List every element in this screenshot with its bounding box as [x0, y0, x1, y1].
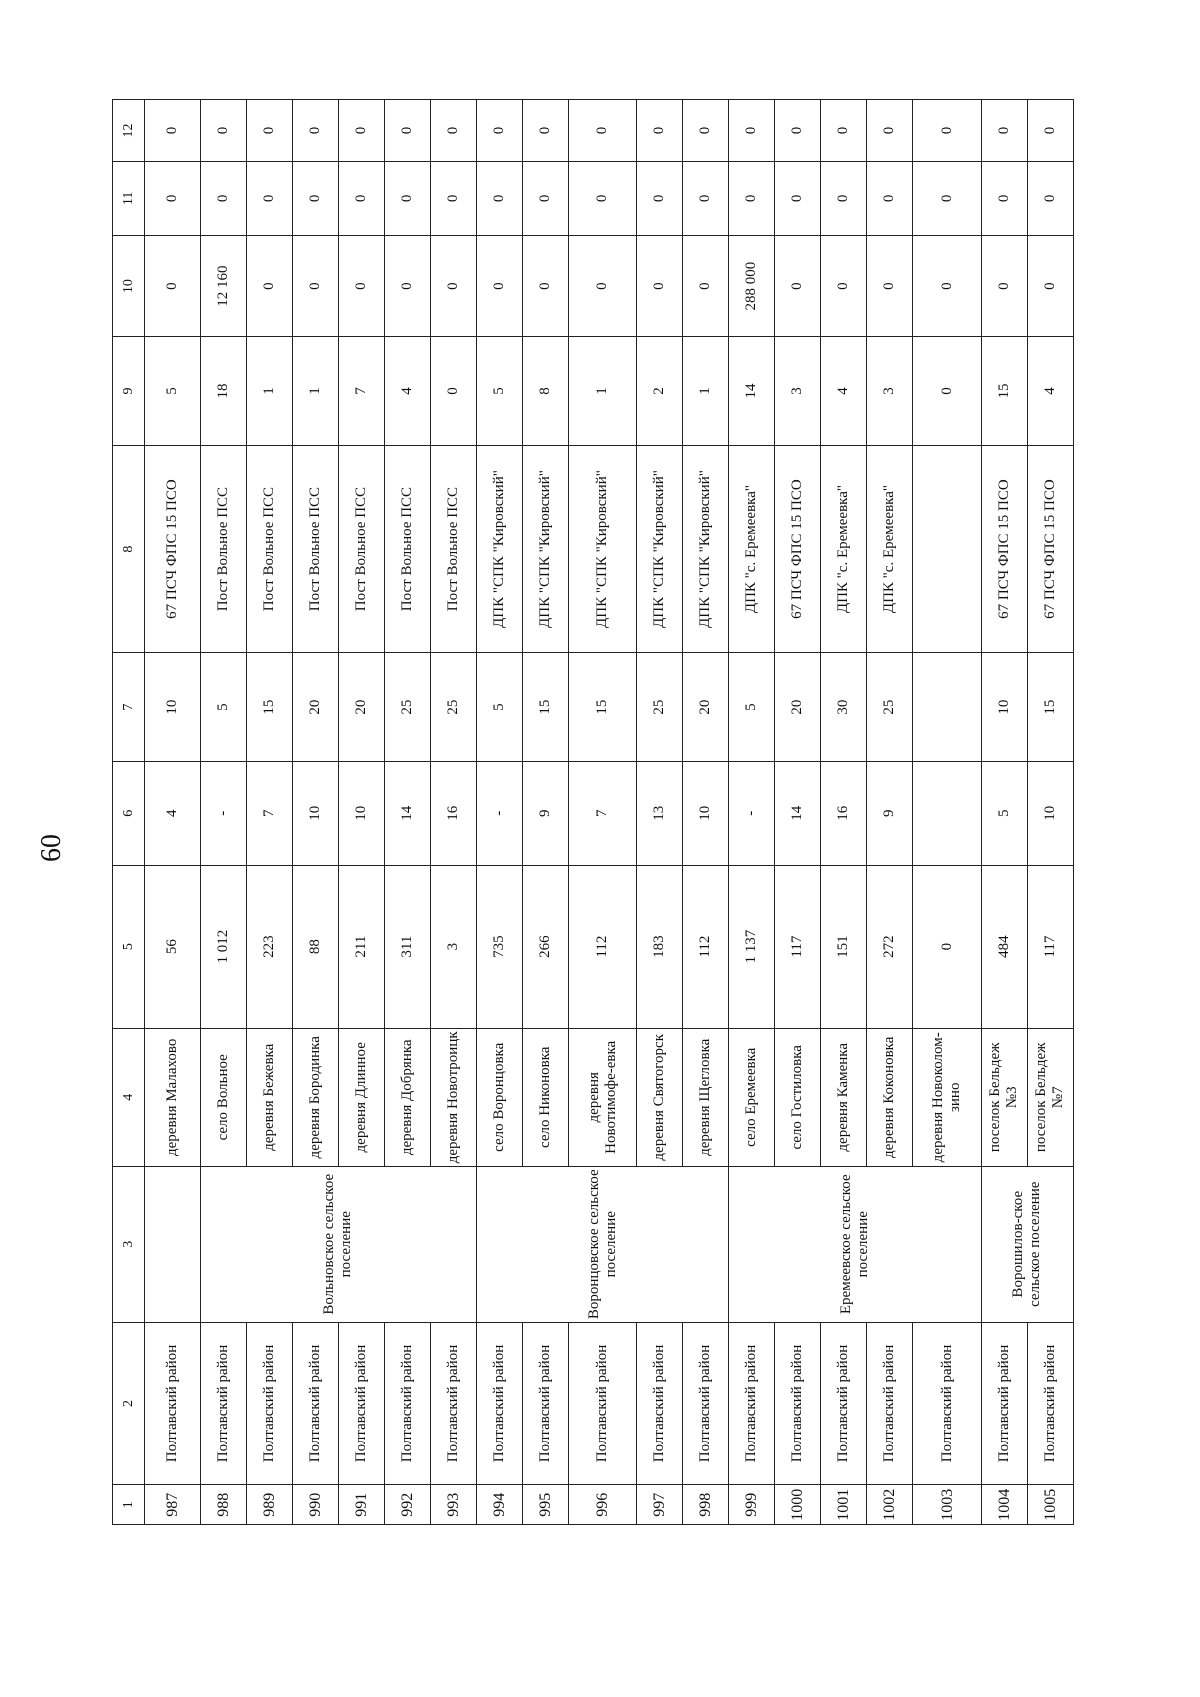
column-header: 12	[113, 100, 145, 162]
cell-c7: 25	[430, 653, 476, 762]
cell-district: Полтавский район	[913, 1322, 981, 1485]
header-row	[113, 100, 145, 1525]
cell-c10: 0	[867, 235, 913, 336]
cell-pop: 266	[522, 865, 568, 1028]
cell-pop: 88	[292, 865, 338, 1028]
page-number: 60	[36, 834, 67, 862]
cell-c11: 0	[1027, 161, 1073, 235]
cell-c6: 16	[430, 761, 476, 865]
cell-c7: 25	[384, 653, 430, 762]
cell-unit: ДПК "СПК "Кировский"	[568, 445, 636, 652]
cell-c9: 4	[1027, 337, 1073, 446]
cell-pop: 117	[775, 865, 821, 1028]
cell-district: Полтавский район	[476, 1322, 522, 1485]
cell-place: деревня Бежевка	[246, 1028, 292, 1166]
cell-district: Полтавский район	[145, 1322, 201, 1485]
column-header: 4	[113, 1028, 145, 1166]
cell-c12: 0	[476, 100, 522, 162]
cell-c9: 1	[683, 337, 729, 446]
cell-c7: 30	[821, 653, 867, 762]
cell-c11: 0	[476, 161, 522, 235]
cell-c7: 5	[476, 653, 522, 762]
cell-n: 991	[338, 1485, 384, 1525]
cell-unit: 67 ПСЧ ФПС 15 ПСО	[145, 445, 201, 652]
cell-unit: Пост Вольное ПСС	[384, 445, 430, 652]
cell-c9: 0	[913, 337, 981, 446]
rotated-table-wrapper	[112, 99, 1074, 1525]
table-row	[200, 100, 246, 1525]
cell-c11: 0	[867, 161, 913, 235]
table-row	[981, 100, 1027, 1525]
cell-c9: 0	[430, 337, 476, 446]
cell-n: 998	[683, 1485, 729, 1525]
cell-c7: 20	[292, 653, 338, 762]
cell-c6: 13	[637, 761, 683, 865]
cell-district: Полтавский район	[522, 1322, 568, 1485]
cell-c10: 0	[821, 235, 867, 336]
cell-c6: 10	[683, 761, 729, 865]
column-header: 10	[113, 235, 145, 336]
cell-c6	[913, 761, 981, 865]
cell-place: село Никоновка	[522, 1028, 568, 1166]
cell-c9: 14	[729, 337, 775, 446]
cell-c11: 0	[145, 161, 201, 235]
cell-unit: ДПК "с. Еремеевка"	[729, 445, 775, 652]
cell-n: 1000	[775, 1485, 821, 1525]
cell-c7: 5	[200, 653, 246, 762]
cell-c12: 0	[430, 100, 476, 162]
cell-place: деревня Малахово	[145, 1028, 201, 1166]
cell-c12: 0	[775, 100, 821, 162]
cell-pop: 112	[568, 865, 636, 1028]
cell-unit: Пост Вольное ПСС	[246, 445, 292, 652]
cell-unit: ДПК "с. Еремеевка"	[867, 445, 913, 652]
cell-c10: 0	[338, 235, 384, 336]
cell-n: 1003	[913, 1485, 981, 1525]
settlement-cell: Вольновское сельское поселение	[200, 1166, 476, 1322]
cell-n: 990	[292, 1485, 338, 1525]
cell-district: Полтавский район	[292, 1322, 338, 1485]
cell-c11: 0	[200, 161, 246, 235]
cell-unit: Пост Вольное ПСС	[200, 445, 246, 652]
cell-c6: 10	[292, 761, 338, 865]
settlement-cell: Еремеевское сельское поселение	[729, 1166, 982, 1322]
cell-unit: ДПК "СПК "Кировский"	[522, 445, 568, 652]
cell-c6: 10	[1027, 761, 1073, 865]
cell-n: 996	[568, 1485, 636, 1525]
cell-n: 1002	[867, 1485, 913, 1525]
cell-c10: 0	[568, 235, 636, 336]
cell-c6: 4	[145, 761, 201, 865]
cell-place: деревня Коконовка	[867, 1028, 913, 1166]
cell-c9: 18	[200, 337, 246, 446]
cell-c10: 288 000	[729, 235, 775, 336]
column-header: 1	[113, 1485, 145, 1525]
table-frame	[112, 99, 1074, 1525]
settlement-cell: Ворошилов-ское сельское поселение	[981, 1166, 1073, 1322]
cell-n: 988	[200, 1485, 246, 1525]
cell-c9: 3	[775, 337, 821, 446]
cell-c7: 20	[338, 653, 384, 762]
cell-c12: 0	[145, 100, 201, 162]
table-body	[113, 100, 1074, 1525]
cell-c6: 7	[246, 761, 292, 865]
cell-district: Полтавский район	[981, 1322, 1027, 1485]
cell-pop: 484	[981, 865, 1027, 1028]
cell-c12: 0	[683, 100, 729, 162]
cell-c11: 0	[729, 161, 775, 235]
cell-c12: 0	[981, 100, 1027, 162]
cell-c12: 0	[729, 100, 775, 162]
column-header: 8	[113, 445, 145, 652]
column-header: 2	[113, 1322, 145, 1485]
cell-n: 992	[384, 1485, 430, 1525]
cell-district: Полтавский район	[775, 1322, 821, 1485]
cell-c11: 0	[913, 161, 981, 235]
cell-c7: 25	[637, 653, 683, 762]
column-header: 5	[113, 865, 145, 1028]
cell-district: Полтавский район	[200, 1322, 246, 1485]
column-header: 9	[113, 337, 145, 446]
cell-district: Полтавский район	[384, 1322, 430, 1485]
table-row	[729, 100, 775, 1525]
cell-place: поселок Бельдеж №7	[1027, 1028, 1073, 1166]
cell-n: 989	[246, 1485, 292, 1525]
cell-unit: Пост Вольное ПСС	[430, 445, 476, 652]
data-table	[112, 99, 1074, 1525]
cell-c11: 0	[568, 161, 636, 235]
cell-c10: 0	[246, 235, 292, 336]
cell-c12: 0	[637, 100, 683, 162]
cell-place: село Еремеевка	[729, 1028, 775, 1166]
cell-district: Полтавский район	[867, 1322, 913, 1485]
cell-c7: 10	[981, 653, 1027, 762]
cell-c6: 9	[522, 761, 568, 865]
column-header: 11	[113, 161, 145, 235]
cell-pop: 272	[867, 865, 913, 1028]
cell-c6: 16	[821, 761, 867, 865]
cell-pop: 211	[338, 865, 384, 1028]
cell-n: 1004	[981, 1485, 1027, 1525]
cell-place: село Воронцовка	[476, 1028, 522, 1166]
cell-pop: 1 137	[729, 865, 775, 1028]
cell-place: деревня Бородинка	[292, 1028, 338, 1166]
cell-c12: 0	[292, 100, 338, 162]
settlement-cell: Воронцовское сельское поселение	[476, 1166, 729, 1322]
cell-place: деревня Каменка	[821, 1028, 867, 1166]
cell-unit: ДПК "СПК "Кировский"	[637, 445, 683, 652]
cell-place: поселок Бельдеж №3	[981, 1028, 1027, 1166]
cell-unit	[913, 445, 981, 652]
cell-place: деревня Добрянка	[384, 1028, 430, 1166]
cell-place: деревня Новотимофе-евка	[568, 1028, 636, 1166]
cell-pop: 311	[384, 865, 430, 1028]
cell-district: Полтавский район	[821, 1322, 867, 1485]
cell-place: деревня Щегловка	[683, 1028, 729, 1166]
cell-unit: 67 ПСЧ ФПС 15 ПСО	[1027, 445, 1073, 652]
table-row	[145, 100, 201, 1525]
cell-n: 999	[729, 1485, 775, 1525]
cell-c12: 0	[913, 100, 981, 162]
column-header: 7	[113, 653, 145, 762]
cell-c10: 12 160	[200, 235, 246, 336]
cell-c9: 15	[981, 337, 1027, 446]
cell-c9: 5	[476, 337, 522, 446]
cell-district: Полтавский район	[729, 1322, 775, 1485]
cell-c6: -	[476, 761, 522, 865]
cell-c9: 4	[821, 337, 867, 446]
cell-unit: ДПК "СПК "Кировский"	[683, 445, 729, 652]
column-header: 6	[113, 761, 145, 865]
cell-c10: 0	[683, 235, 729, 336]
cell-c10: 0	[522, 235, 568, 336]
cell-c11: 0	[246, 161, 292, 235]
cell-c7: 15	[246, 653, 292, 762]
cell-c10: 0	[292, 235, 338, 336]
cell-c11: 0	[384, 161, 430, 235]
cell-c9: 4	[384, 337, 430, 446]
cell-c12: 0	[246, 100, 292, 162]
cell-place: село Вольное	[200, 1028, 246, 1166]
cell-place: деревня Длинное	[338, 1028, 384, 1166]
cell-c10: 0	[430, 235, 476, 336]
cell-c12: 0	[1027, 100, 1073, 162]
cell-c7: 15	[568, 653, 636, 762]
cell-n: 994	[476, 1485, 522, 1525]
cell-c10: 0	[145, 235, 201, 336]
cell-c11: 0	[522, 161, 568, 235]
cell-c7: 20	[683, 653, 729, 762]
cell-district: Полтавский район	[1027, 1322, 1073, 1485]
cell-c6: 14	[775, 761, 821, 865]
cell-pop: 223	[246, 865, 292, 1028]
cell-pop: 117	[1027, 865, 1073, 1028]
cell-unit: ДПК "СПК "Кировский"	[476, 445, 522, 652]
cell-c6: 9	[867, 761, 913, 865]
cell-place: деревня Новоколом-зино	[913, 1028, 981, 1166]
cell-c7: 5	[729, 653, 775, 762]
cell-c11: 0	[683, 161, 729, 235]
cell-c9: 2	[637, 337, 683, 446]
cell-n: 995	[522, 1485, 568, 1525]
cell-place: деревня Новотроицк	[430, 1028, 476, 1166]
cell-c11: 0	[338, 161, 384, 235]
cell-c6: 10	[338, 761, 384, 865]
cell-district: Полтавский район	[637, 1322, 683, 1485]
cell-n: 987	[145, 1485, 201, 1525]
cell-c6: -	[729, 761, 775, 865]
cell-c11: 0	[821, 161, 867, 235]
cell-c9: 1	[246, 337, 292, 446]
cell-c9: 8	[522, 337, 568, 446]
cell-c6: -	[200, 761, 246, 865]
cell-c10: 0	[476, 235, 522, 336]
cell-c6: 14	[384, 761, 430, 865]
cell-c10: 0	[981, 235, 1027, 336]
cell-c12: 0	[200, 100, 246, 162]
cell-c12: 0	[522, 100, 568, 162]
cell-c11: 0	[775, 161, 821, 235]
cell-unit: 67 ПСЧ ФПС 15 ПСО	[775, 445, 821, 652]
column-header: 3	[113, 1166, 145, 1322]
cell-unit: 67 ПСЧ ФПС 15 ПСО	[981, 445, 1027, 652]
cell-pop: 151	[821, 865, 867, 1028]
cell-district: Полтавский район	[683, 1322, 729, 1485]
cell-district: Полтавский район	[568, 1322, 636, 1485]
cell-c12: 0	[867, 100, 913, 162]
cell-pop: 112	[683, 865, 729, 1028]
cell-c10: 0	[1027, 235, 1073, 336]
cell-c11: 0	[981, 161, 1027, 235]
cell-pop: 3	[430, 865, 476, 1028]
cell-district: Полтавский район	[246, 1322, 292, 1485]
cell-pop: 1 012	[200, 865, 246, 1028]
cell-c12: 0	[384, 100, 430, 162]
cell-pop: 183	[637, 865, 683, 1028]
cell-district: Полтавский район	[430, 1322, 476, 1485]
cell-c9: 1	[292, 337, 338, 446]
cell-n: 1005	[1027, 1485, 1073, 1525]
cell-c11: 0	[637, 161, 683, 235]
table-row	[476, 100, 522, 1525]
cell-district: Полтавский район	[338, 1322, 384, 1485]
cell-c10: 0	[775, 235, 821, 336]
cell-c12: 0	[338, 100, 384, 162]
cell-pop: 735	[476, 865, 522, 1028]
cell-n: 997	[637, 1485, 683, 1525]
cell-place: село Гостиловка	[775, 1028, 821, 1166]
cell-c7: 15	[522, 653, 568, 762]
settlement-cell	[145, 1166, 201, 1322]
cell-c7: 20	[775, 653, 821, 762]
cell-c9: 5	[145, 337, 201, 446]
cell-c6: 5	[981, 761, 1027, 865]
cell-n: 993	[430, 1485, 476, 1525]
cell-c7: 10	[145, 653, 201, 762]
cell-n: 1001	[821, 1485, 867, 1525]
cell-unit: Пост Вольное ПСС	[292, 445, 338, 652]
cell-pop: 0	[913, 865, 981, 1028]
cell-place: деревня Святогорск	[637, 1028, 683, 1166]
cell-unit: Пост Вольное ПСС	[338, 445, 384, 652]
cell-c6: 7	[568, 761, 636, 865]
cell-c9: 1	[568, 337, 636, 446]
cell-unit: ДПК "с. Еремеевка"	[821, 445, 867, 652]
cell-c11: 0	[292, 161, 338, 235]
cell-c7	[913, 653, 981, 762]
cell-c10: 0	[637, 235, 683, 336]
cell-c7: 15	[1027, 653, 1073, 762]
cell-c9: 3	[867, 337, 913, 446]
cell-c10: 0	[384, 235, 430, 336]
cell-c7: 25	[867, 653, 913, 762]
cell-c10: 0	[913, 235, 981, 336]
cell-c12: 0	[568, 100, 636, 162]
cell-c9: 7	[338, 337, 384, 446]
cell-c11: 0	[430, 161, 476, 235]
cell-c12: 0	[821, 100, 867, 162]
cell-pop: 56	[145, 865, 201, 1028]
